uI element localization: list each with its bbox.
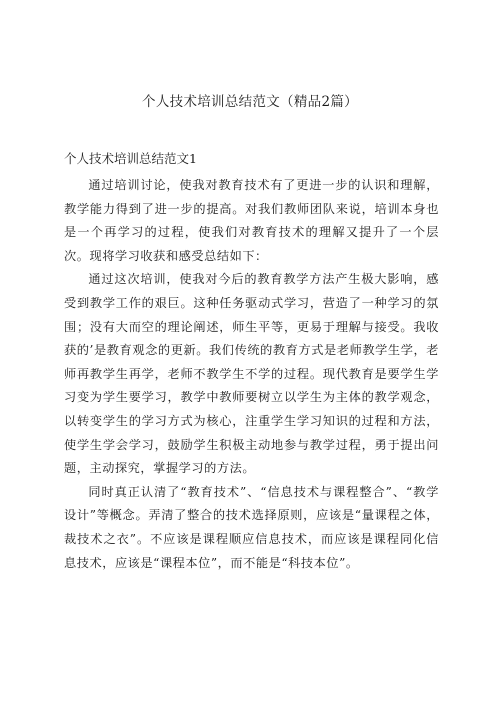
document-body [64,174,439,575]
document-title: 个人技术培训总结范文（精品2篇） [142,94,358,110]
paragraph: 同时真正认清了“教育技术”、“信息技术与课程整合”、“教学设计”等概念。弄清了整合的技术选择原则，应该是“量课程之体，裁技术之衣”。不应该是课程顺应信息技术，而应该是课程同化信息技术，应该是“课程本位”，而不能是“科技本位”。 [64,484,439,570]
paragraph: 通过这次培训，使我对今后的教育教学方法产生极大影响，感受到教学工作的艰巨。这种任务驱动式学习，营造了一种学习的氛围；没有大而空的理论阐述，师生平等，更易于理解与接受。我收获的’是教育观念的更新。我们传统的教育方式是老师教学生学，老师再教学生再学，老师不教学生不学的过程。现代教育是要学生学习变为学生要学习，教学中教师要树立以学生为主体的教学观念，以转变学生的学习方式为核心，注重学生学习知识的过程和方法，使学生学会学习，鼓励学生积极主动地参与教学过程，勇于提出问题，主动探究，掌握学习的方法。 [64,272,439,476]
paragraph: 通过培训讨论，使我对教育技术有了更进一步的认识和理解，教学能力得到了进一步的提高。对我们教师团队来说，培训本身也是一个再学习的过程，使我们对教育技术的理解又提升了一个层次。现将学习收获和感受总结如下： [64,178,439,263]
section-heading: 个人技术培训总结范文1 [64,151,197,166]
